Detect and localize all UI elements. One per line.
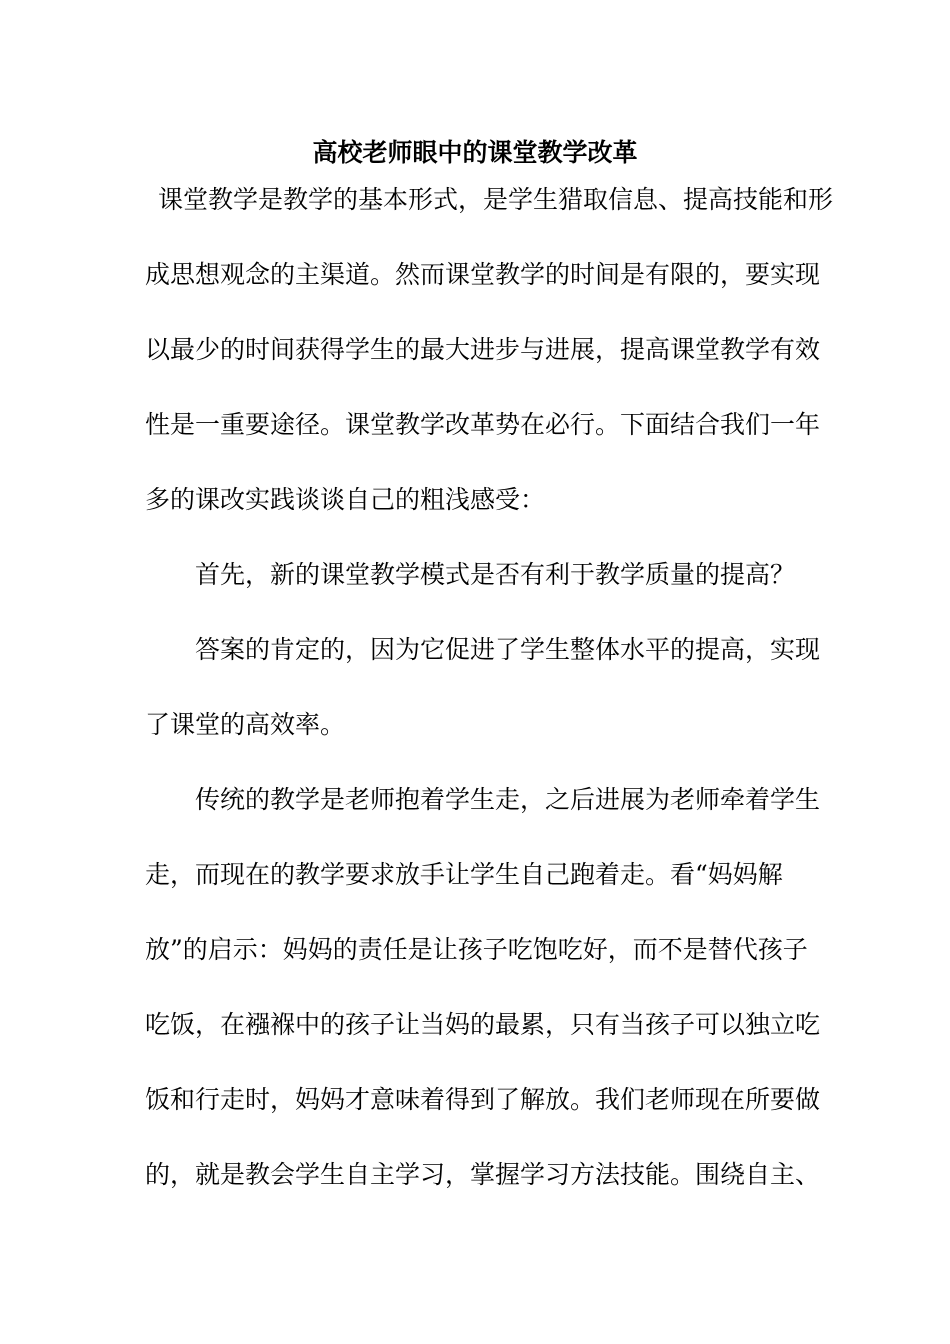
paragraph-line: 性是一重要途径。课堂教学改革势在必行。下面结合我们一年 bbox=[145, 410, 821, 439]
paragraph-line: 了课堂的高效率。 bbox=[145, 710, 346, 739]
paragraph-line: 饭和行走时，妈妈才意味着得到了解放。我们老师现在所要做 bbox=[145, 1085, 821, 1114]
paragraph-line: 成思想观念的主渠道。然而课堂教学的时间是有限的，要实现 bbox=[145, 260, 821, 289]
paragraph-line: 首先，新的课堂教学模式是否有利于教学质量的提高？ bbox=[195, 560, 796, 589]
paragraph-line: 传统的教学是老师抱着学生走，之后进展为老师牵着学生 bbox=[195, 785, 821, 814]
document-body bbox=[145, 183, 834, 1233]
paragraph-line: 多的课改实践谈谈自己的粗浅感受： bbox=[145, 485, 546, 514]
paragraph-line: 走，而现在的教学要求放手让学生自己跑着走。看“妈妈解 bbox=[145, 860, 783, 889]
paragraph-line: 的，就是教会学生自主学习，掌握学习方法技能。围绕自主、 bbox=[145, 1160, 821, 1189]
paragraph-line: 吃饭，在襁褓中的孩子让当妈的最累，只有当孩子可以独立吃 bbox=[145, 1010, 821, 1039]
paragraph-line: 以最少的时间获得学生的最大进步与进展，提高课堂教学有效 bbox=[145, 335, 821, 364]
document-title: 高校老师眼中的课堂教学改革 bbox=[312, 138, 638, 167]
paragraph-line: 答案的肯定的，因为它促进了学生整体水平的提高，实现 bbox=[195, 635, 821, 664]
paragraph-line: 课堂教学是教学的基本形式，是学生猎取信息、提高技能和形 bbox=[158, 185, 834, 214]
paragraph-line: 放”的启示：妈妈的责任是让孩子吃饱吃好，而不是替代孩子 bbox=[145, 935, 808, 964]
